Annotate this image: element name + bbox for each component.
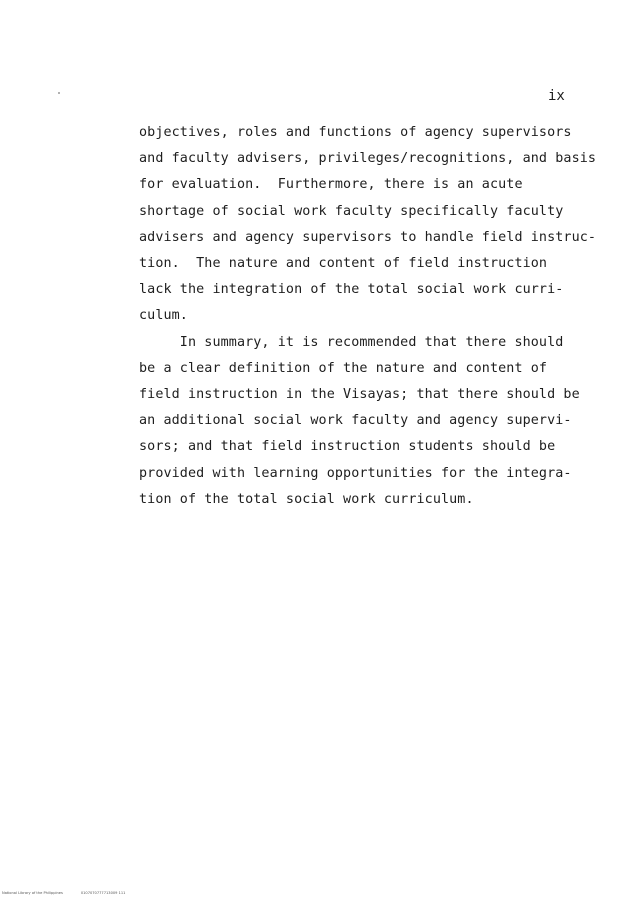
text-line: culum. [139, 308, 188, 324]
text-line: and faculty advisers, privileges/recognitions, and basis [139, 151, 597, 167]
scan-speck [58, 92, 60, 94]
footer-source: National Library of the Philippines [2, 891, 63, 895]
text-line: objectives, roles and functions of agency supervisors [139, 125, 572, 140]
text-line: for evaluation. Furthermore, there is an acute [139, 177, 523, 193]
text-line: advisers and agency supervisors to handle field instruc- [139, 229, 597, 245]
paragraph-recommendations [139, 330, 599, 513]
page-number: ix [548, 88, 565, 104]
text-line: provided with learning opportunities for the integra- [139, 465, 572, 481]
text-line: field instruction in the Visayas; that there should be [139, 387, 580, 403]
body-text [139, 120, 599, 513]
footer-serial: 0107070777713009 111 [80, 891, 126, 895]
paragraph-summary-findings [139, 120, 599, 330]
text-line: In summary, it is recommended that there should [139, 334, 564, 350]
scan-footer [2, 891, 125, 896]
text-line: an additional social work faculty and agency supervi- [139, 413, 572, 429]
text-line: shortage of social work faculty specifically faculty [139, 203, 564, 219]
text-line: be a clear definition of the nature and content of [139, 360, 548, 376]
text-line: tion. The nature and content of field instruction [139, 256, 548, 272]
text-line: lack the integration of the total social work curri- [139, 282, 564, 298]
text-line: sors; and that field instruction students should be [139, 439, 556, 455]
text-line: tion of the total social work curriculum. [139, 491, 474, 507]
